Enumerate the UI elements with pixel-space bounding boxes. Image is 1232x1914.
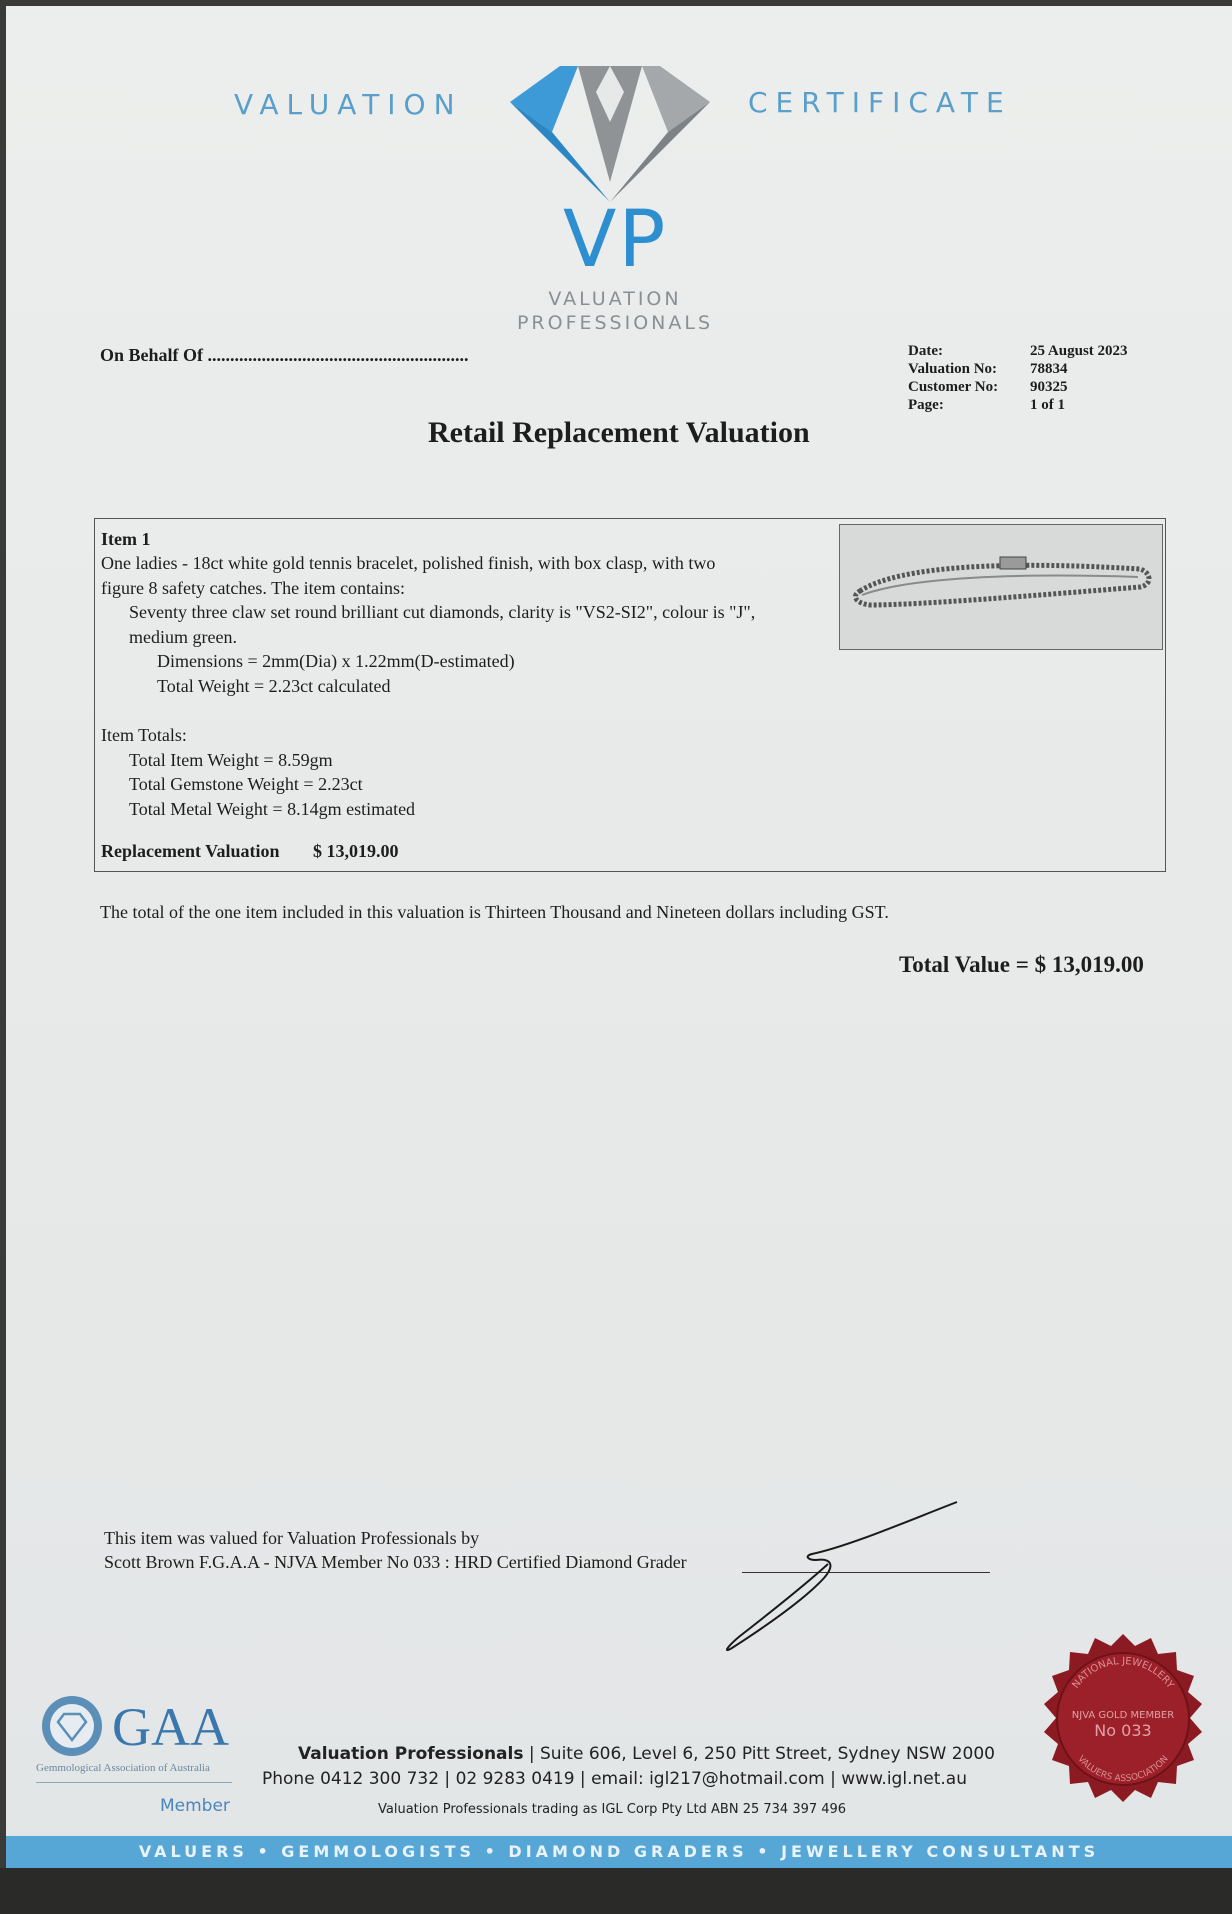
logo-subtitle-1: VALUATION xyxy=(548,288,682,310)
bracelet-photo xyxy=(839,524,1163,650)
footer-company: Valuation Professionals xyxy=(298,1744,524,1764)
replacement-valuation-value: $ 13,019.00 xyxy=(313,841,399,861)
total-item-weight: Total Item Weight = 8.59gm xyxy=(129,750,333,770)
total-gemstone-weight: Total Gemstone Weight = 2.23ct xyxy=(129,774,363,794)
footer-address: | Suite 606, Level 6, 250 Pitt Street, Sydney NSW 2000 xyxy=(523,1744,995,1764)
item-heading: Item 1 xyxy=(101,529,151,549)
meta-date-value: 25 August 2023 xyxy=(1030,343,1128,359)
item-desc-2: figure 8 safety catches. The item contains: xyxy=(101,578,406,598)
meta-labels xyxy=(908,342,998,414)
meta-valuation-value: 78834 xyxy=(1030,361,1068,377)
item-contains-2: medium green. xyxy=(129,627,237,647)
seal-gold-member: NJVA GOLD MEMBER xyxy=(1071,1710,1175,1721)
footer-trading: Valuation Professionals trading as IGL Corp Pty Ltd ABN 25 734 397 496 xyxy=(378,1802,847,1817)
meta-customer-label: Customer No: xyxy=(908,379,999,395)
njva-seal-icon xyxy=(1036,1632,1210,1806)
seal-bottom-text: VALUERS ASSOCIATION xyxy=(1075,1754,1171,1784)
document-title: Retail Replacement Valuation xyxy=(428,416,810,449)
item-box xyxy=(94,518,1166,872)
seal-number: No 033 xyxy=(1094,1721,1152,1740)
gaa-letters: GAA xyxy=(112,1697,229,1757)
gaa-full-name: Gemmological Association of Australia xyxy=(36,1762,210,1774)
diamond-logo-icon xyxy=(500,62,720,202)
gaa-divider xyxy=(36,1782,232,1783)
tennis-bracelet-icon xyxy=(840,525,1162,649)
signoff-line-1: This item was valued for Valuation Professionals by xyxy=(104,1528,480,1548)
meta-valuation-label: Valuation No: xyxy=(908,361,998,377)
footer-address-line xyxy=(298,1744,995,1764)
signoff-line-2: Scott Brown F.G.A.A - NJVA Member No 033 : HRD Certified Diamond Grader xyxy=(104,1552,687,1572)
meta-date-label: Date: xyxy=(908,343,943,359)
gaa-member: Member xyxy=(160,1796,230,1816)
footer-band: VALUERS • GEMMOLOGISTS • DIAMOND GRADERS • JEWELLERY CONSULTANTS xyxy=(6,1836,1232,1868)
item-totals-heading: Item Totals: xyxy=(101,725,187,745)
table-surface xyxy=(0,1868,1232,1914)
item-contains-1: Seventy three claw set round brilliant cut diamonds, clarity is "VS2-SI2", colour is "J", xyxy=(129,602,756,622)
item-desc-1: One ladies - 18ct white gold tennis bracelet, polished finish, with box clasp, with two xyxy=(101,553,716,573)
header-left-word: VALUATION xyxy=(234,88,463,121)
meta-customer-value: 90325 xyxy=(1030,379,1068,395)
logo-subtitle-2: PROFESSIONALS xyxy=(516,312,714,334)
item-total-weight: Total Weight = 2.23ct calculated xyxy=(157,676,391,696)
logo-letters: VP xyxy=(563,195,668,285)
seal-top-text: NATIONAL JEWELLERY xyxy=(1070,1655,1176,1691)
meta-values xyxy=(1030,342,1128,414)
header-right-word: CERTIFICATE xyxy=(748,86,1012,119)
replacement-valuation-label: Replacement Valuation xyxy=(101,841,280,861)
on-behalf-of: On Behalf Of .......................................................... xyxy=(100,345,469,365)
total-metal-weight: Total Metal Weight = 8.14gm estimated xyxy=(129,799,416,819)
meta-page-label: Page: xyxy=(908,397,944,413)
signature-icon xyxy=(720,1498,970,1658)
meta-page-value: 1 of 1 xyxy=(1030,397,1065,413)
gaa-emblem-icon xyxy=(40,1694,104,1758)
total-value: Total Value = $ 13,019.00 xyxy=(899,952,1144,977)
footer-contact: Phone 0412 300 732 | 02 9283 0419 | email: igl217@hotmail.com | www.igl.net.au xyxy=(262,1769,967,1789)
summary-text: The total of the one item included in this valuation is Thirteen Thousand and Nineteen dollars including GST. xyxy=(100,902,889,922)
item-dimensions: Dimensions = 2mm(Dia) x 1.22mm(D-estimated) xyxy=(157,651,515,671)
